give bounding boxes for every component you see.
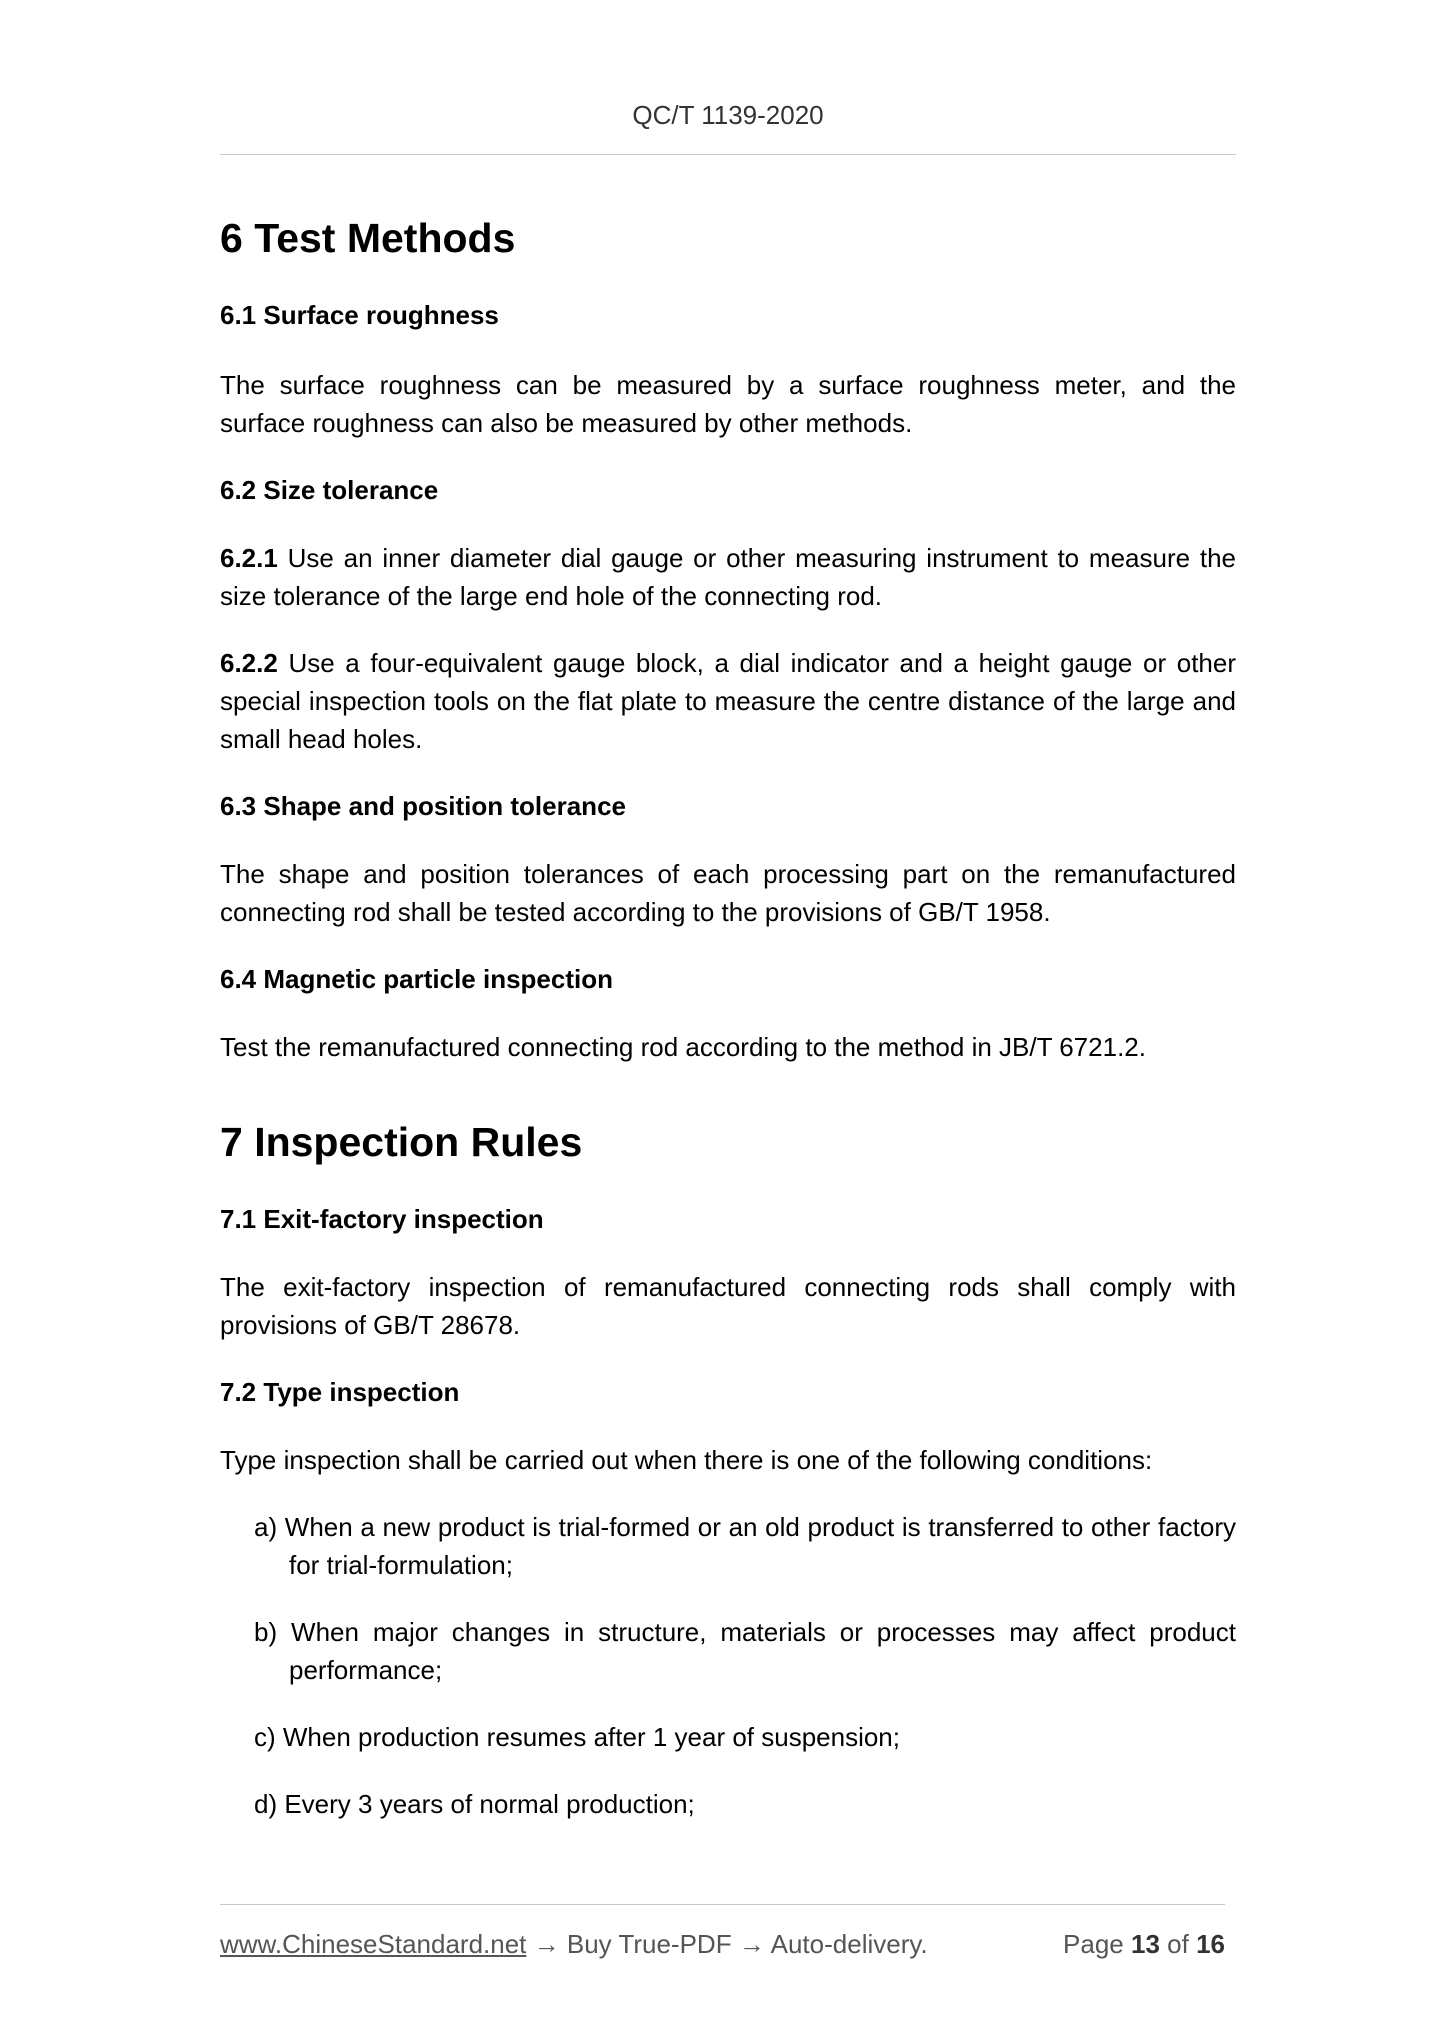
paragraph-6-2-1 (220, 539, 1236, 615)
heading-7-2: 7.2 Type inspection (220, 1377, 460, 1407)
arrow-right-icon: → (533, 1929, 560, 1959)
list-item-b: b) When major changes in structure, materials or processes may affect product performance; (254, 1617, 1236, 1685)
section-7-title: 7 Inspection Rules (220, 1119, 583, 1165)
page-of: of (1167, 1929, 1189, 1959)
auto-delivery-text: Auto-delivery. (770, 1929, 928, 1959)
website-link[interactable]: www.ChineseStandard.net (220, 1929, 527, 1959)
paragraph-6-4: Test the remanufactured connecting rod according to the method in JB/T 6721.2. (220, 1032, 1146, 1062)
page-number (1063, 1926, 1225, 1962)
paragraph-7-2-intro: Type inspection shall be carried out when there is one of the following conditions: (220, 1445, 1153, 1475)
heading-7-1: 7.1 Exit-factory inspection (220, 1204, 544, 1234)
heading-6-2: 6.2 Size tolerance (220, 475, 439, 505)
paragraph-6-2-2 (220, 644, 1236, 758)
clause-text-6-2-2: Use a four-equivalent gauge block, a dial indicator and a height gauge or other special inspection tools on the flat plate to measure the centre distance of the large and small head holes. (220, 648, 1236, 754)
header-divider (220, 154, 1236, 155)
page-current: 13 (1131, 1929, 1160, 1959)
page-footer (220, 1926, 1225, 1962)
heading-6-4: 6.4 Magnetic particle inspection (220, 964, 613, 994)
paragraph-6-1: The surface roughness can be measured by a surface roughness meter, and the surface roughness can also be measured by other methods. (220, 370, 1236, 438)
clause-number-6-2-2: 6.2.2 (220, 648, 278, 678)
footer-divider (220, 1904, 1225, 1905)
arrow-right-icon: → (738, 1929, 765, 1959)
list-item-a: a) When a new product is trial-formed or an old product is transferred to other factory for trial-formulation; (254, 1512, 1236, 1580)
paragraph-7-1: The exit-factory inspection of remanufactured connecting rods shall comply with provisions of GB/T 28678. (220, 1272, 1236, 1340)
heading-6-3: 6.3 Shape and position tolerance (220, 791, 626, 821)
page-total: 16 (1196, 1929, 1225, 1959)
page-header: QC/T 1139-2020 (632, 100, 824, 130)
buy-true-pdf-text: Buy True-PDF (566, 1929, 732, 1959)
paragraph-6-3: The shape and position tolerances of each processing part on the remanufactured connecting rod shall be tested according to the provisions of GB/T 1958. (220, 859, 1236, 927)
section-6-title: 6 Test Methods (220, 215, 516, 261)
list-item-c: c) When production resumes after 1 year of suspension; (254, 1722, 900, 1752)
clause-text-6-2-1: Use an inner diameter dial gauge or other measuring instrument to measure the size tolerance of the large end hole of the connecting rod. (220, 543, 1236, 611)
list-item-d: d) Every 3 years of normal production; (254, 1789, 695, 1819)
clause-number-6-2-1: 6.2.1 (220, 543, 278, 573)
page-content (220, 210, 1236, 1823)
page-label: Page (1063, 1929, 1124, 1959)
heading-6-1: 6.1 Surface roughness (220, 300, 499, 330)
